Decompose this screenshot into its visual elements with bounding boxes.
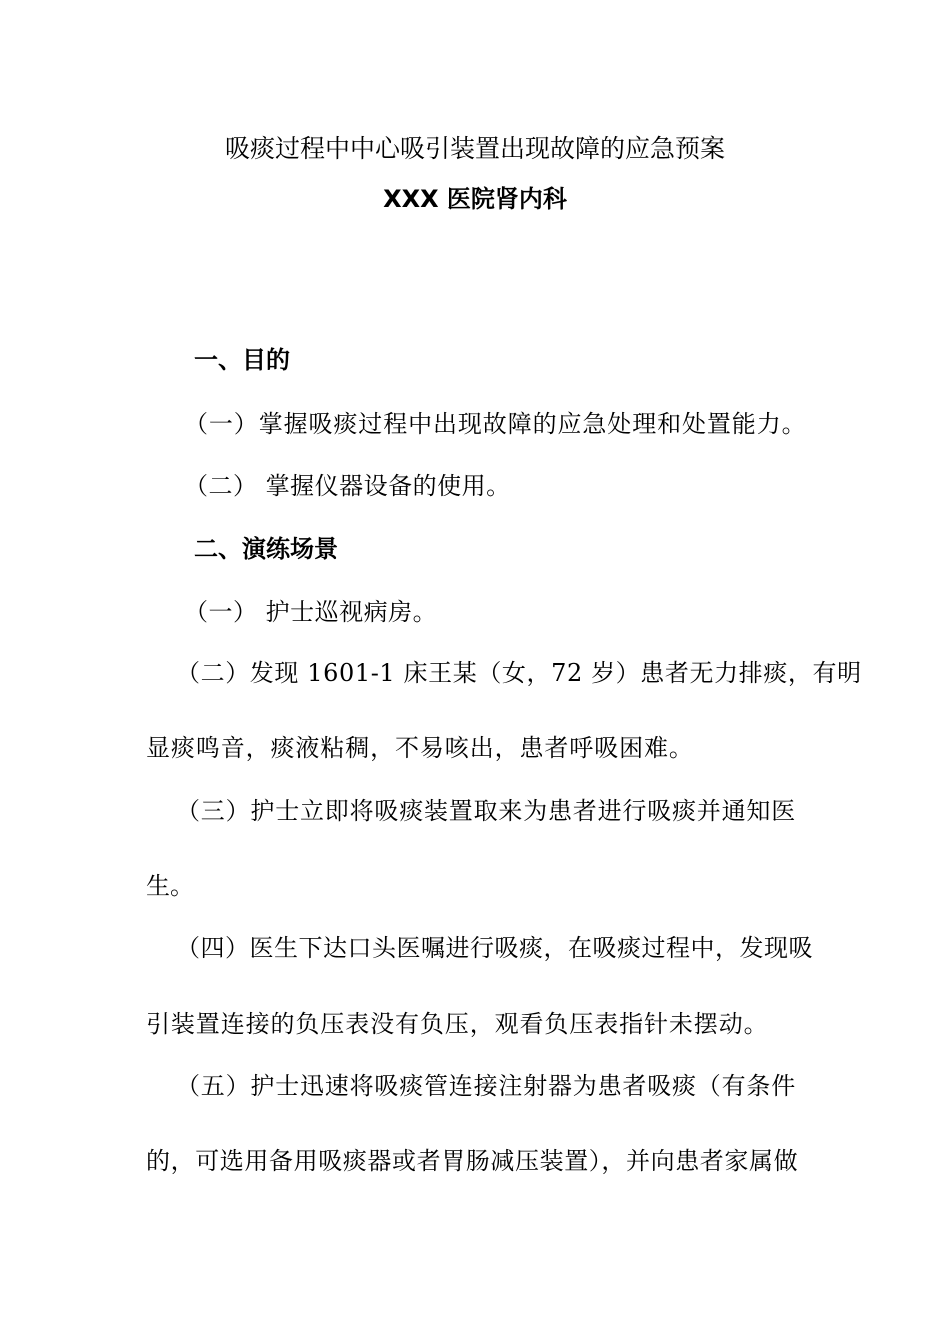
paragraph-line: （二）发现 1601-1 床王某（女，72 岁）患者无力排痰，有明 <box>176 659 862 687</box>
paragraph-line: 引装置连接的负压表没有负压，观看负压表指针未摆动。 <box>146 1010 769 1038</box>
paragraph-line: （四）医生下达口头医嘱进行吸痰，在吸痰过程中，发现吸 <box>176 934 813 962</box>
paragraph-line: 生。 <box>146 872 194 900</box>
paragraph-line: （三）护士立即将吸痰装置取来为患者进行吸痰并通知医 <box>176 797 796 825</box>
section-heading-purpose: 一、目的 <box>194 346 290 374</box>
paragraph-line: 的，可选用备用吸痰器或者胃肠减压装置），并向患者家属做 <box>146 1147 799 1175</box>
paragraph-line: 显痰鸣音，痰液粘稠，不易咳出，患者呼吸困难。 <box>146 734 694 762</box>
paragraph-line: （一） 护士巡视病房。 <box>184 598 438 626</box>
department-name: XXX 医院肾内科 <box>383 185 567 213</box>
paragraph-line: （二） 掌握仪器设备的使用。 <box>184 472 511 500</box>
paragraph-line: （一）掌握吸痰过程中出现故障的应急处理和处置能力。 <box>184 410 807 438</box>
paragraph-line: （五）护士迅速将吸痰管连接注射器为患者吸痰（有条件 <box>176 1072 796 1100</box>
document-title: 吸痰过程中中心吸引装置出现故障的应急预案 <box>224 134 725 163</box>
section-heading-scenario: 二、演练场景 <box>194 535 338 563</box>
